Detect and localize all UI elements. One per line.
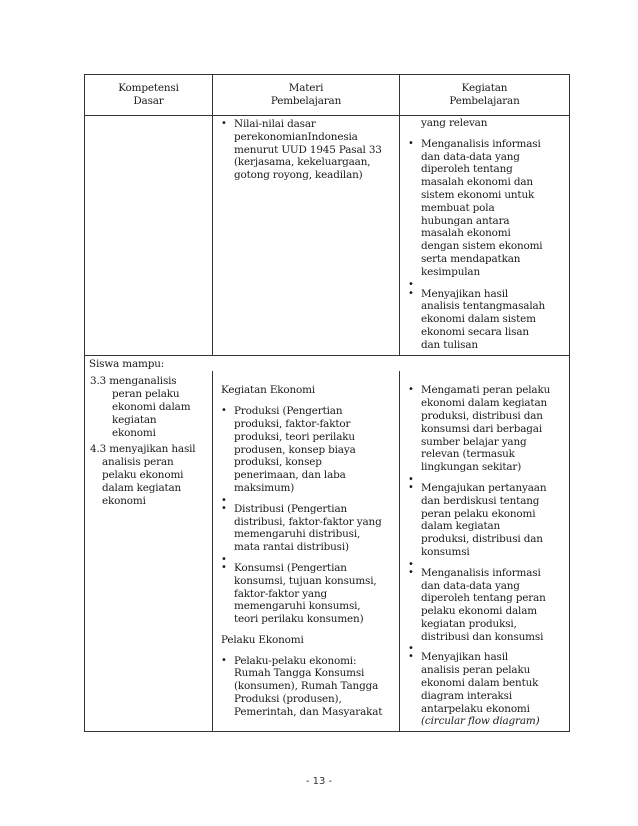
text-line: ekonomi: [112, 426, 156, 439]
text-line: memengaruhi konsumsi,: [234, 600, 361, 613]
header-text: Pembelajaran: [449, 95, 520, 107]
spacer: [217, 495, 396, 503]
text-line: antarpelaku ekonomi: [421, 702, 530, 715]
text-line: pelaku ekonomi: [102, 468, 184, 481]
materi-cell: [213, 371, 400, 731]
text-line: • Konsumsi (Pengertian: [234, 561, 347, 574]
list-item: [217, 405, 396, 495]
kegiatan-cell: [400, 116, 570, 356]
text-line: Pemerintah, dan Masyarakat: [234, 705, 383, 718]
text-line: teori perilaku konsumen): [234, 613, 364, 626]
text-line: gotong royong, keadilan): [234, 169, 363, 182]
materi-list: [217, 405, 396, 626]
spacer: [404, 643, 566, 651]
text-line: masalah ekonomi: [421, 227, 511, 240]
text-line: diperoleh tentang peran: [421, 592, 546, 605]
text-line: ekonomi dalam: [112, 400, 191, 413]
text-line: • Nilai-nilai dasar: [234, 118, 316, 130]
kegiatan-list: [404, 138, 566, 352]
text-line: sumber belajar yang: [421, 435, 527, 448]
header-text: Dasar: [133, 95, 164, 107]
text-line: maksimum): [234, 481, 295, 494]
materi-list: [217, 118, 396, 182]
header-text: Kegiatan: [461, 82, 508, 95]
kegiatan-list: [404, 384, 566, 728]
text-line: serta mendapatkan: [421, 252, 521, 265]
text-line: lingkungan sekitar): [421, 461, 522, 474]
text-line: produsen, konsep biaya: [234, 443, 356, 456]
kd-item-3-3: 3.3 menganalisis: [90, 375, 177, 388]
text-line: menurut UUD 1945 Pasal 33: [234, 143, 382, 156]
text-line: produksi, faktor-faktor: [234, 417, 351, 430]
header-materi-pembelajaran: [213, 75, 400, 116]
text-line: kesimpulan: [421, 265, 481, 278]
header-text: Materi: [288, 82, 324, 95]
text-line: Rumah Tangga Konsumsi: [234, 667, 365, 680]
text-line: dan berdiskusi tentang: [421, 494, 540, 507]
table-row: [85, 355, 570, 371]
materi-heading: Kegiatan Ekonomi: [221, 384, 316, 397]
spacer: [404, 559, 566, 567]
list-item: [404, 288, 566, 352]
text-line: • Produksi (Pengertian: [234, 405, 343, 418]
text-line: analisis peran pelaku: [421, 664, 531, 677]
table-header-row: [85, 75, 570, 116]
list-item: [217, 655, 396, 719]
intro-text: Siswa mampu:: [89, 357, 165, 370]
list-item: [217, 118, 396, 182]
text-line: hubungan antara: [421, 214, 510, 227]
text-line: relevan (termasuk: [421, 448, 515, 461]
text-line: • Menyajikan hasil: [421, 287, 509, 300]
text-line: dan data-data yang: [421, 150, 520, 163]
list-item: [404, 384, 566, 474]
text-line: kegiatan: [112, 413, 157, 426]
text-line: produksi, konsep: [234, 456, 322, 469]
header-text: Pembelajaran: [270, 95, 342, 107]
text-line: peran pelaku ekonomi: [421, 507, 536, 520]
text-line: penerimaan, dan laba: [234, 469, 346, 482]
text-line: perekonomianIndonesia: [234, 130, 358, 143]
text-line: yang relevan: [421, 117, 488, 129]
header-text: Kompetensi: [118, 82, 179, 95]
spacer: [217, 554, 396, 562]
header-kompetensi-dasar: [85, 75, 213, 116]
text-line: distribusi, faktor-faktor yang: [234, 515, 382, 528]
list-item: [404, 138, 566, 279]
text-line: konsumsi dari berbagai: [421, 422, 543, 435]
materi-list: [217, 655, 396, 719]
text-line: • Mengamati peran pelaku: [421, 384, 551, 397]
header-kegiatan-pembelajaran: [400, 75, 570, 116]
text-line: masalah ekonomi dan: [421, 176, 533, 189]
text-line: (kerjasama, kekeluargaan,: [234, 156, 371, 169]
text-line: produksi, teori perilaku: [234, 430, 355, 443]
text-line: pelaku ekonomi dalam: [421, 605, 537, 618]
text-line: diperoleh tentang: [421, 163, 513, 176]
text-line: analisis peran: [102, 456, 174, 469]
materi-heading: Pelaku Ekonomi: [221, 633, 304, 646]
text-line: analisis tentangmasalah: [421, 300, 546, 313]
intro-cell: [85, 355, 570, 371]
text-line: dengan sistem ekonomi: [421, 240, 543, 253]
text-line: dan tulisan: [421, 338, 478, 351]
text-line: mata rantai distribusi): [234, 541, 349, 554]
curriculum-table: [84, 74, 570, 732]
text-line: • Mengajukan pertanyaan: [421, 481, 547, 494]
text-line: • Menganalisis informasi: [421, 566, 541, 579]
text-line: ekonomi: [102, 494, 146, 507]
text-line: • Menganalisis informasi: [421, 137, 541, 150]
list-item: [404, 567, 566, 644]
text-line-italic: (circular flow diagram): [421, 715, 540, 728]
text-line: produksi, distribusi dan: [421, 533, 543, 546]
spacer: [404, 279, 566, 288]
materi-cell: [213, 116, 400, 356]
text-line: membuat pola: [421, 201, 495, 214]
text-line: • Distribusi (Pengertian: [234, 502, 348, 515]
text-line: produksi, distribusi dan: [421, 409, 543, 422]
text-line: ekonomi dalam sistem: [421, 313, 536, 326]
text-line: memengaruhi distribusi,: [234, 528, 361, 541]
text-line: faktor-faktor yang: [234, 587, 327, 600]
text-line: (konsumen), Rumah Tangga: [234, 680, 379, 693]
text-line: • Menyajikan hasil: [421, 651, 509, 664]
page-number: - 13 -: [305, 776, 333, 787]
spacer: [404, 474, 566, 482]
text-line: ekonomi dalam bentuk: [421, 677, 539, 690]
kd-item-4-3: 4.3 menyajikan hasil: [90, 443, 196, 456]
text-line: • Pelaku-pelaku ekonomi:: [234, 654, 357, 667]
text-line: dalam kegiatan: [102, 481, 182, 494]
text-line: ekonomi secara lisan: [421, 325, 529, 338]
text-line: dalam kegiatan: [421, 520, 501, 533]
text-line: ekonomi dalam kegiatan: [421, 397, 548, 410]
text-line: distribusi dan konsumsi: [421, 630, 544, 643]
table-row: [85, 371, 570, 731]
text-line: konsumsi: [421, 545, 470, 558]
kegiatan-cell: [400, 371, 570, 731]
list-item: [404, 482, 566, 559]
text-line: kegiatan produksi,: [421, 617, 517, 630]
text-line: konsumsi, tujuan konsumsi,: [234, 574, 377, 587]
text-line: diagram interaksi: [421, 689, 513, 702]
table-row: [85, 116, 570, 356]
kd-cell: [85, 371, 213, 731]
text-line: sistem ekonomi untuk: [421, 188, 535, 201]
kd-cell-empty: [85, 116, 213, 356]
text-line: Produksi (produsen),: [234, 693, 342, 706]
text-line: dan data-data yang: [421, 579, 520, 592]
text-line: peran pelaku: [112, 388, 180, 401]
list-item: [404, 651, 566, 728]
list-item: [217, 562, 396, 626]
list-item: [217, 503, 396, 554]
